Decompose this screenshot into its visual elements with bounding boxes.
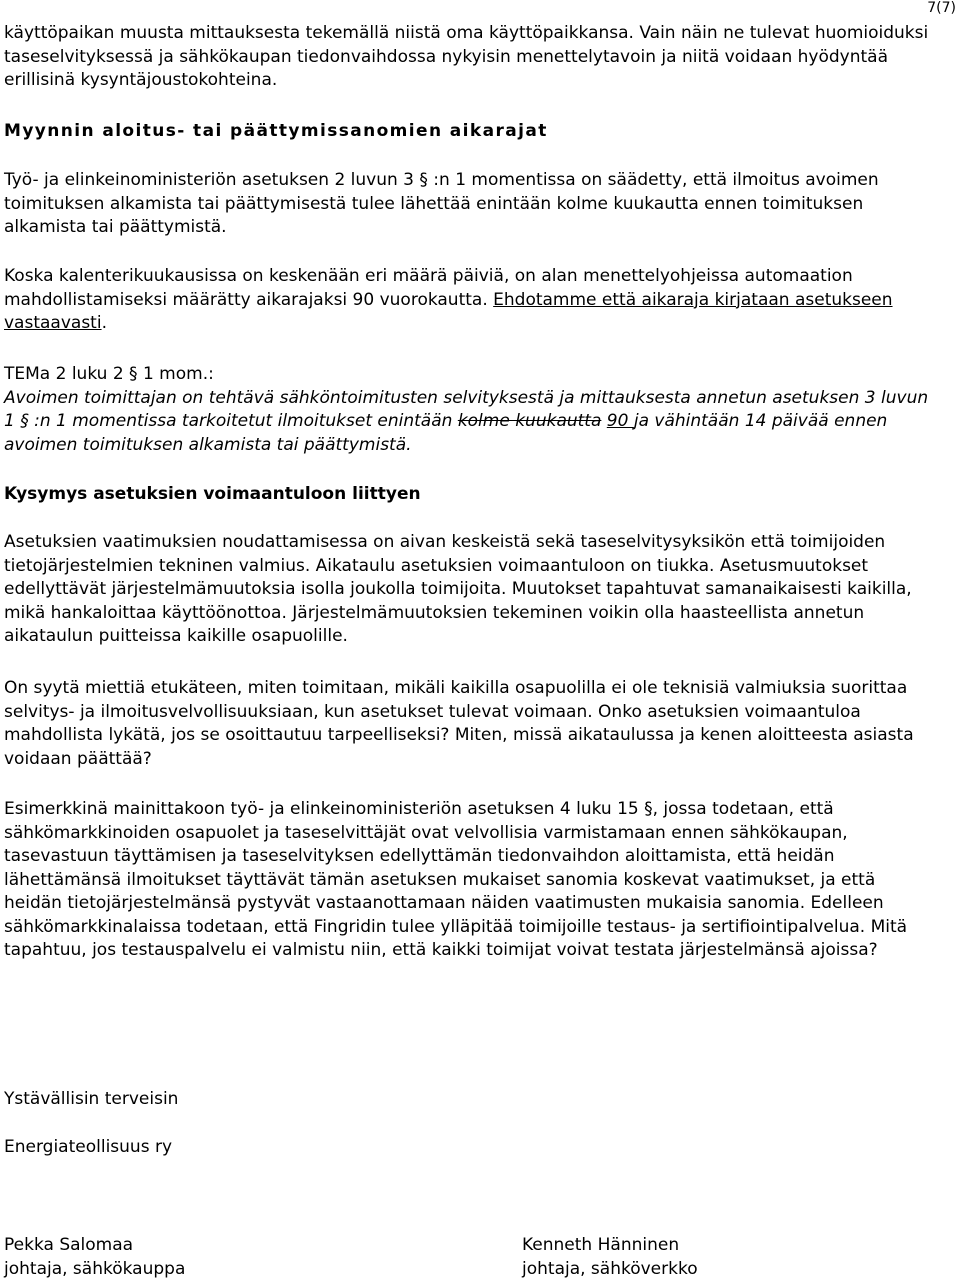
signature-right — [522, 1234, 698, 1281]
paragraph-readiness: Asetuksien vaatimuksien noudattamisessa on aivan keskeistä sekä taseselvitysyksikön että toimijoiden tietojärjestelmien tekninen valmius. Aikataulu asetuksien voimaantuloon on tiukka. Asetusmuutokset edellyttävät järjestelmämuutoksia isolla joukolla toimijoita. Muutokset tapahtuvat samanaikaisesti kaikilla, mikä hankaloittaa käyttöönottoa. Järjestelmämuutoksien tekeminen voikin olla haasteellista annetun aikataulun puitteissa kaikille osapuolille. — [4, 532, 912, 646]
paragraph-question: On syytä miettiä etukäteen, miten toimitaan, mikäli kaikilla osapuolilla ei ole teknisiä valmiuksia suorittaa selvitys- ja ilmoitusvelvollisuuksiaan, kun asetukset tulevat voimaan. Onko asetuksien voimaantuloa mahdollista lykätä, jos se osoittautuu tarpeelliseksi? Miten, missä aikataulussa ja kenen aloitteesta asiasta voidaan päättää? — [4, 678, 914, 769]
closing-organization: Energiateollisuus ry — [4, 1137, 173, 1157]
paragraph-regulation: Työ- ja elinkeinoministeriön asetuksen 2 luvun 3 § :n 1 momentissa on säädetty, että ilmoitus avoimen toimituksen alkamista tai päättymisestä tulee lähettää enintään kolme kuukautta ennen toimituksen alkamista tai päättymistä. — [4, 170, 879, 237]
page-number: 7(7) — [927, 0, 956, 16]
signature-left — [4, 1234, 185, 1281]
amendment-reference: TEMa 2 luku 2 § 1 mom.: — [4, 364, 214, 384]
paragraph-proposal — [4, 265, 936, 336]
proposal-text: Koska kalenterikuukausissa on keskenään eri määrä päiviä, on alan menettelyohjeissa automaation mahdollistamiseksi määrätty aikarajaksi 90 vuorokautta. — [4, 266, 853, 310]
signer-title: johtaja, sähköverkko — [522, 1258, 698, 1279]
paragraph-example: Esimerkkinä mainittakoon työ- ja elinkeinoministeriön asetuksen 4 luku 15 §, jossa todetaan, että sähkömarkkinoiden osapuolet ja taseselvittäjät ovat velvollisia varmistamaan ennen sähkökaupan, tasevastuun täyttämisen ja taseselvityksen edellyttämän tiedonvaihdon aloittamista, että heidän lähettämänsä ilmoitukset täyttävät tämän asetuksen mukaiset sanomia koskevat vaatimukset, ja että heidän tietojärjestelmänsä pystyvät vastaanottamaan näiden vaatimusten mukaisia sanomia. Edelleen sähkömarkkinalaissa todetaan, että Fingridin tulee ylläpitää toimijoille testaus- ja sertifiointipalvelua. Mitä tapahtuu, jos testauspalvelu ei valmistu niin, että kaikki toimijat voivat testata järjestelmänsä ajoissa? — [4, 799, 908, 960]
amendment-text-start: Avoimen toimittajan on tehtävä sähköntoimitusten selvityksestä ja mittauksesta annetun asetuksen 3 luvun 1 § :n 1 momentissa tarkoitetut ilmoitukset enintään — [4, 387, 929, 431]
signer-name: Kenneth Hänninen — [522, 1235, 680, 1255]
signer-name: Pekka Salomaa — [4, 1235, 134, 1255]
section-heading-entry-into-force: Kysymys asetuksien voimaantuloon liittyen — [4, 484, 421, 504]
proposal-period: . — [101, 313, 107, 333]
closing-greeting: Ystävällisin terveisin — [4, 1089, 179, 1109]
intro-paragraph: käyttöpaikan muusta mittauksesta tekemällä niistä oma käyttöpaikkansa. Vain näin ne tulevat huomioiduksi taseselvityksessä ja sähkökaupan tiedonvaihdossa nykyisin menettelytavoin ja niitä voidaan hyödyntää erillisinä kysyntäjoustokohteina. — [4, 23, 929, 90]
amendment-block — [4, 363, 936, 457]
amendment-text-end: ja vähintään 14 päivää ennen avoimen toimituksen alkamista tai päättymistä. — [4, 411, 888, 455]
amendment-deleted: kolme kuukautta — [457, 411, 602, 431]
amendment-inserted: 90 — [606, 411, 634, 431]
proposal-underlined: Ehdotamme että aikaraja kirjataan asetukseen vastaavasti — [4, 289, 893, 333]
section-heading-deadlines: Myynnin aloitus- tai päättymissanomien aikarajat — [4, 121, 548, 141]
signer-title: johtaja, sähkökauppa — [4, 1258, 186, 1279]
amendment-text — [4, 387, 936, 458]
